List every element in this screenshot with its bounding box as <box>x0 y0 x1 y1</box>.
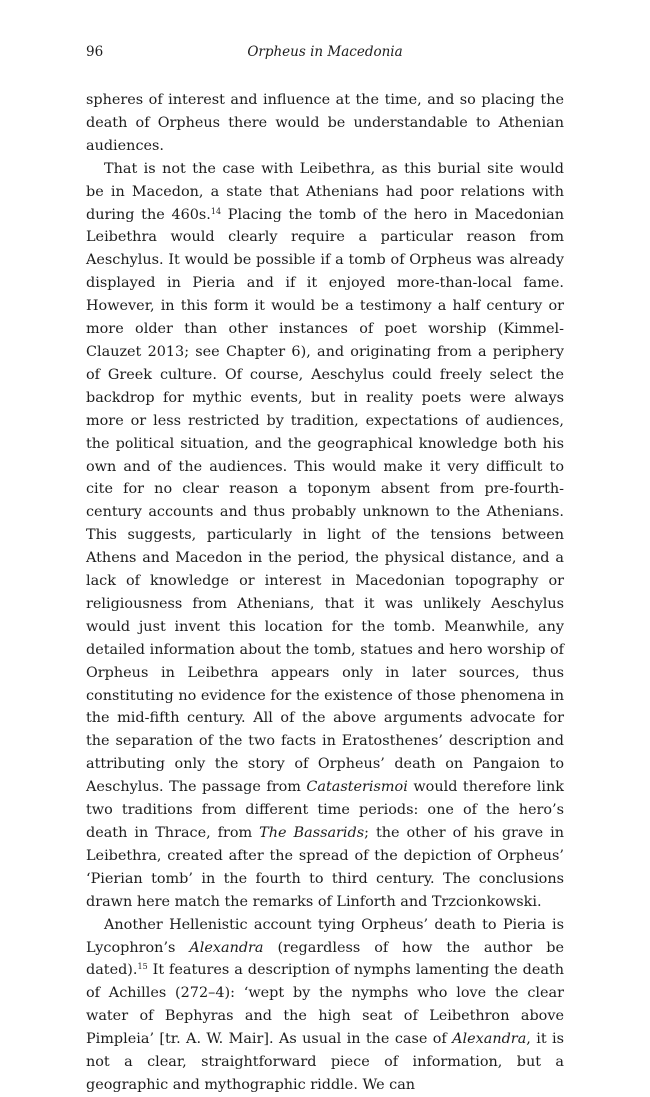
page-header <box>86 44 564 66</box>
footnote-marker: 15 <box>137 962 148 972</box>
text-run: That is not the case with Leibethra, as this burial site would be in Macedon, a state that Athenians had poor relations with during the 460s. <box>86 160 564 223</box>
italic-title: The Bassarids <box>259 825 365 841</box>
footnote-marker: 14 <box>210 206 222 216</box>
paragraph <box>86 158 564 914</box>
text-run: would therefore link two traditions from different time periods: one of the hero’s death in Thrace, from <box>86 779 564 841</box>
paragraph <box>86 89 564 158</box>
body-text <box>86 89 564 1097</box>
running-title: Orpheus in Macedonia <box>247 44 403 60</box>
text-run: Another Hellenistic account tying Orpheus’ death to Pieria is Lycophron’s <box>86 916 564 956</box>
text-run: Placing the tomb of the hero in Macedonian Leibethra would clearly require a particular reason from Aeschylus. It would be possible if a tomb of Orpheus was already displayed in Pieria and if it enjoyed more-than-local fame. However, in this form it would be a testimony a half century or more older than other instances of poet worship (Kimmel-Clauzet 2013; see Chapter 6), and originating from a periphery of Greek culture. Of course, Aeschylus could freely select the backdrop for mythic events, but in reality poets were always more or less restricted by tradition, expectations of audiences, the political situation, and the geographical knowledge both his own and of the audiences. This would make it very difficult to cite for no clear reason a toponym absent from pre-fourth-century accounts and thus probably unknown to the Athenians. This suggests, particularly in light of the tensions between Athens and Macedon in the period, the physical distance, and a lack of knowledge or interest in Macedonian topography or religiousness from Athenians, that it was unlikely Aeschylus would just invent this location for the tomb. Meanwhile, any detailed information about the tomb, statues and hero worship of Orpheus in Leibethra appears only in later sources, thus constituting no evidence for the existence of those phenomena in the mid-fifth century. All of the above arguments advocate for the separation of the two facts in Eratosthenes’ description and attributing only the story of Orpheus’ death on Pangaion to Aeschylus. The passage from <box>86 206 564 796</box>
text-run: (regardless of how the author be dated). <box>86 939 564 979</box>
text-run: ; the other of his grave in Leibethra, created after the spread of the depiction of Orpheus’ ‘Pierian tomb’ in the fourth to third century. The conclusions drawn here match the remarks of Linforth and Trzcionkowski. <box>86 825 564 910</box>
italic-title: Alexandra <box>189 939 264 956</box>
paragraph <box>86 914 564 1097</box>
italic-title: Alexandra <box>452 1031 527 1048</box>
text-run: , it is not a clear, straightforward piece of information, but a geographic and mythographic riddle. We can <box>86 1031 564 1093</box>
italic-title: Catasterismoi <box>306 779 408 796</box>
text-run: spheres of interest and influence at the time, and so placing the death of Orpheus there would be understandable to Athenian audiences. <box>86 92 564 154</box>
page-number: 96 <box>86 44 104 60</box>
text-run: It features a description of nymphs lamenting the death of Achilles (272–4): ‘wept by the nymphs who love the clear water of Bephyras and the high seat of Leibethron above Pimpleia’ [tr. A. W. Mair]. As usual in the case of <box>86 962 564 1048</box>
